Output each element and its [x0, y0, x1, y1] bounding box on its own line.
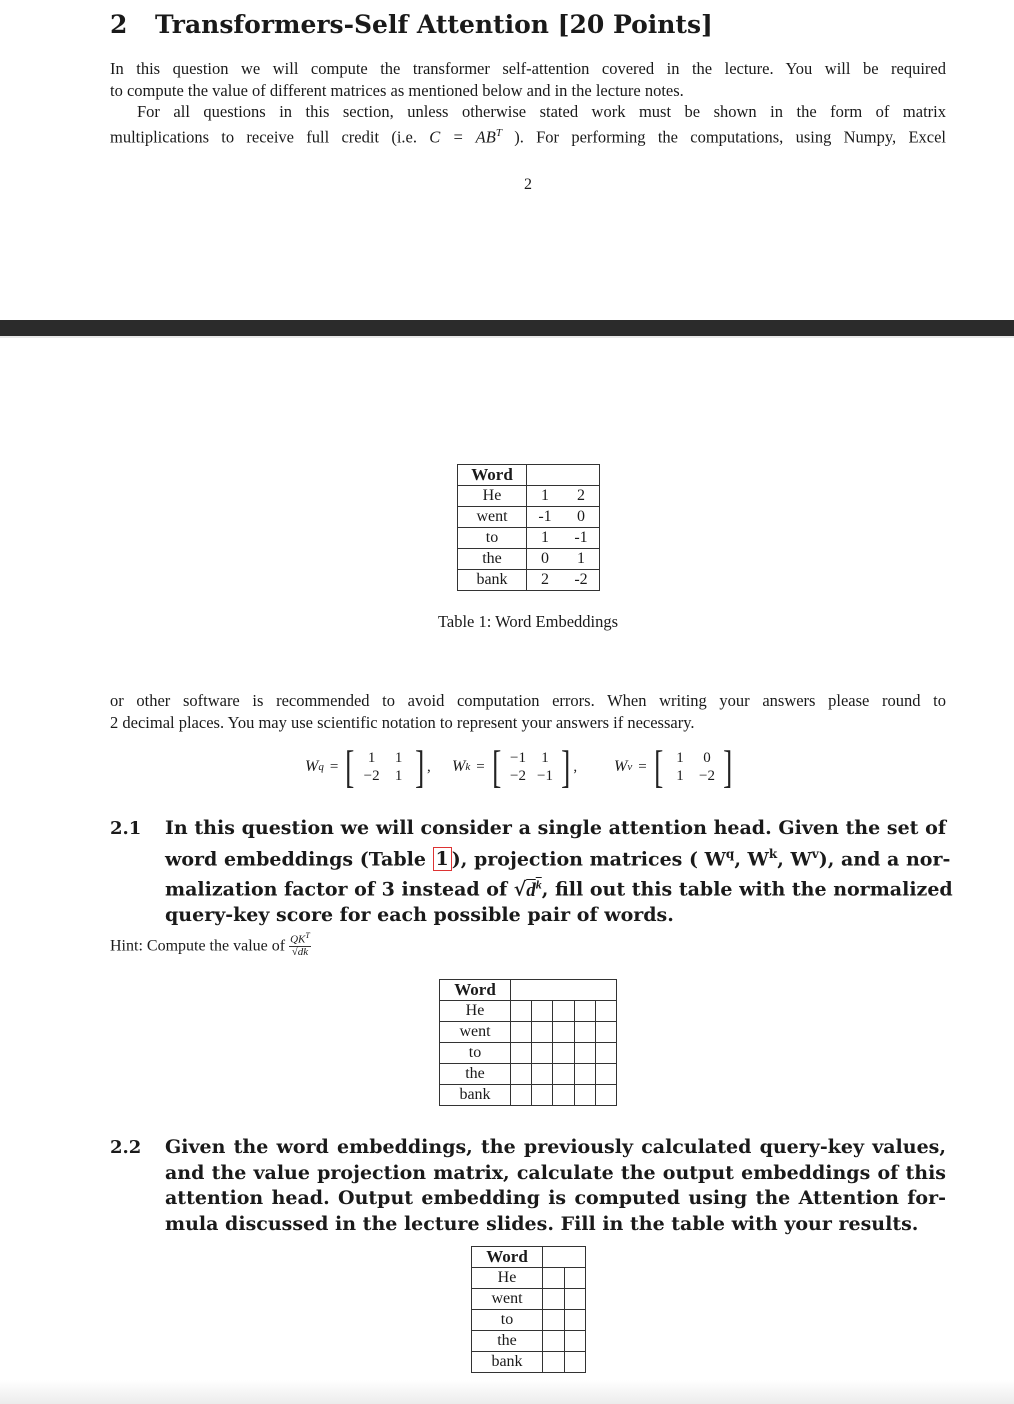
table3-header-word: Word [472, 1247, 543, 1268]
table2-cell[interactable] [511, 1043, 532, 1064]
wq-matrix [305, 741, 431, 792]
table2-cell[interactable] [553, 1064, 574, 1085]
table2-row-word: bank [440, 1085, 511, 1106]
table2-cell[interactable] [532, 1064, 553, 1085]
hint-denominator: √dk [291, 945, 309, 958]
table1-cell: 1 [527, 528, 564, 549]
q21-d: d [526, 879, 536, 901]
table2-cell[interactable] [511, 1064, 532, 1085]
table2-cell[interactable] [574, 1085, 595, 1106]
q21-sup-k2: k [535, 877, 542, 892]
table2-header-blank [511, 980, 617, 1001]
intro-line-2: to compute the value of different matrices as mentioned below and in the lecture notes. [110, 80, 684, 100]
matrix-cell: 1 [394, 768, 403, 784]
wq-sup: q [318, 761, 324, 773]
hint-fraction [289, 930, 311, 958]
q22-title [165, 1135, 946, 1237]
table2-row-word: He [440, 1001, 511, 1022]
formula-transpose: T [495, 126, 502, 139]
table2-cell[interactable] [595, 1001, 616, 1022]
q22-line-4: mula discussed in the lecture slides. Fill in the table with your results. [165, 1212, 919, 1235]
table3-cell[interactable] [543, 1289, 565, 1310]
wq-values [358, 749, 412, 785]
table2-cell[interactable] [595, 1022, 616, 1043]
table1-cell: -1 [527, 507, 564, 528]
table3-cell[interactable] [543, 1310, 565, 1331]
table2-cell[interactable] [511, 1022, 532, 1043]
table1-row-word: the [458, 549, 527, 570]
matrix-cell: 1 [676, 768, 684, 784]
table1-row-word: He [458, 486, 527, 507]
matrix-cell: −2 [510, 768, 526, 784]
page-divider-shadow [0, 336, 1014, 338]
table3-header-blank [543, 1247, 586, 1268]
table2-row-word: the [440, 1064, 511, 1085]
matrix-cell: 1 [394, 750, 403, 766]
table2-cell[interactable] [574, 1022, 595, 1043]
q21-sup-k: k [768, 846, 778, 861]
table3-row-word: bank [472, 1352, 543, 1373]
table1-caption: Table 1: Word Embeddings [437, 612, 619, 631]
formula-c-ab: C = AB [429, 127, 496, 146]
equals-sign: = [329, 758, 339, 775]
equals-sign: = [638, 758, 647, 775]
table1-row-word: bank [458, 570, 527, 591]
wv-label: W [614, 758, 628, 775]
intro-line-3: For all questions in this section, unless otherwise stated work must be shown in the form of matrix [137, 102, 946, 121]
intro-line-4-post: ). For performing the computations, using Numpy, Excel [501, 127, 947, 146]
table1-cell: 1 [527, 486, 564, 507]
left-bracket: [ [345, 741, 355, 792]
table3-row-word: the [472, 1331, 543, 1352]
table2-cell[interactable] [595, 1043, 616, 1064]
matrix-cell: 1 [367, 750, 376, 766]
output-embeddings-table [471, 1246, 586, 1373]
table3-cell[interactable] [564, 1289, 586, 1310]
intro-line-4 [110, 123, 946, 145]
table1-cell: -2 [563, 570, 600, 591]
q22-line-3: attention head. Output embedding is computed using the Attention for- [165, 1187, 946, 1209]
table1-cell: 2 [563, 486, 600, 507]
matrix-cell: −1 [537, 768, 553, 784]
q21-line-2-end: ), and a nor- [818, 847, 951, 870]
matrix-cell: −1 [510, 750, 526, 766]
q21-sup-v: v [811, 846, 819, 861]
table3-cell[interactable] [564, 1352, 586, 1373]
table1-cell: -1 [563, 528, 600, 549]
table3-cell[interactable] [564, 1331, 586, 1352]
table3-cell[interactable] [543, 1268, 565, 1289]
table1-header-word: Word [458, 465, 527, 486]
table1-cell: 0 [563, 507, 600, 528]
table2-cell[interactable] [553, 1001, 574, 1022]
table2-cell[interactable] [511, 1001, 532, 1022]
table3-row-word: He [472, 1268, 543, 1289]
wv-sup: v [627, 761, 633, 773]
table2-cell[interactable] [574, 1001, 595, 1022]
word-embeddings-table [457, 464, 600, 591]
table3-cell[interactable] [564, 1268, 586, 1289]
table2-row-word: went [440, 1022, 511, 1043]
q21-line-2 [165, 842, 951, 873]
table1-row-word: went [458, 507, 527, 528]
q21-sqrt-dk [526, 879, 542, 901]
table3-cell[interactable] [543, 1331, 565, 1352]
intro-line-1: In this question we will compute the transformer self-attention covered in the lecture. You will be required [110, 59, 946, 78]
hint-pre: Hint: Compute the value of [110, 937, 290, 955]
table3-cell[interactable] [564, 1310, 586, 1331]
intro-line-4-pre: multiplications to receive full credit (i.e. [110, 127, 430, 146]
left-bracket: [ [653, 741, 663, 792]
q21-line-3 [165, 872, 953, 903]
table2-cell[interactable] [553, 1022, 574, 1043]
table1-row-word: to [458, 528, 527, 549]
table2-cell[interactable] [532, 1043, 553, 1064]
table2-cell[interactable] [574, 1043, 595, 1064]
q21-line-2-pre: word embeddings (Table [165, 847, 433, 870]
q21-number: 2.1 [110, 818, 142, 839]
q21-title [165, 816, 953, 929]
table3-cell[interactable] [543, 1352, 565, 1373]
q22-line-1: Given the word embeddings, the previously calculated query-key values, [165, 1136, 946, 1158]
section-number: 2 [110, 10, 128, 39]
wv-matrix [614, 741, 735, 792]
hint-text [110, 933, 311, 961]
intro-paragraph [110, 58, 946, 144]
table2-cell[interactable] [553, 1043, 574, 1064]
wk-values [504, 749, 558, 785]
continuation-line-2: 2 decimal places. You may use scientific notation to represent your answers if necessary. [110, 712, 695, 732]
q21-mid-2: , W [777, 847, 812, 870]
continuation-line-1: or other software is recommended to avoid computation errors. When writing your answers please round to [110, 691, 946, 710]
query-key-score-table [439, 979, 617, 1106]
table1-cell: 2 [527, 570, 564, 591]
table2-cell[interactable] [532, 1022, 553, 1043]
hint-num-sup: T [305, 931, 310, 940]
table2-header-word: Word [440, 980, 511, 1001]
comma: , [426, 758, 431, 775]
q21-line-1: In this question we will consider a single attention head. Given the set of [165, 817, 946, 839]
table2-row-word: to [440, 1043, 511, 1064]
q21-line-4: query-key score for each possible pair of words. [165, 904, 674, 927]
table2-cell[interactable] [595, 1064, 616, 1085]
table3-row-word: to [472, 1310, 543, 1331]
wk-sup: k [465, 761, 471, 773]
right-bracket: ] [561, 741, 571, 792]
table1-cell: 0 [527, 549, 564, 570]
table2-cell[interactable] [532, 1001, 553, 1022]
section-title: Transformers-Self Attention [20 Points] [155, 10, 713, 39]
table2-cell[interactable] [595, 1085, 616, 1106]
continuation-paragraph [110, 690, 946, 733]
wv-values [666, 749, 720, 785]
comma: , [573, 758, 578, 775]
q21-mid-1: , W [734, 847, 769, 870]
q22-line-2: and the value projection matrix, calculate the output embeddings of this [165, 1161, 946, 1184]
table2-cell[interactable] [553, 1085, 574, 1106]
q21-line-2-post: ), projection matrices ( W [451, 847, 726, 870]
table3-row-word: went [472, 1289, 543, 1310]
wk-matrix [452, 741, 578, 792]
matrix-cell: −2 [363, 768, 380, 784]
q21-line-3-pre: malization factor of 3 instead of √ [165, 878, 527, 901]
table2-cell[interactable] [532, 1085, 553, 1106]
equals-sign: = [476, 758, 485, 775]
left-bracket: [ [491, 741, 501, 792]
matrix-cell: −2 [699, 768, 715, 784]
matrix-cell: 1 [676, 750, 684, 766]
matrix-cell: 0 [703, 750, 711, 766]
wq-label: W [305, 758, 319, 775]
table1-cell: 1 [563, 549, 600, 570]
hint-numerator [289, 930, 311, 947]
q21-line-3-post: , fill out this table with the normalized [541, 878, 953, 901]
page-number: 2 [524, 176, 532, 193]
wk-label: W [452, 758, 466, 775]
matrix-cell: 1 [541, 750, 549, 766]
page-bottom-shadow [0, 1380, 1014, 1404]
right-bracket: ] [414, 741, 424, 792]
table2-cell[interactable] [574, 1064, 595, 1085]
q21-sup-q: q [725, 846, 735, 861]
page-divider [0, 320, 1014, 336]
q22-number: 2.2 [110, 1137, 142, 1158]
table1-header-blank [527, 465, 600, 486]
table-reference-link[interactable]: 1 [433, 847, 452, 871]
hint-num: QK [290, 933, 306, 946]
table2-cell[interactable] [511, 1085, 532, 1106]
right-bracket: ] [723, 741, 733, 792]
